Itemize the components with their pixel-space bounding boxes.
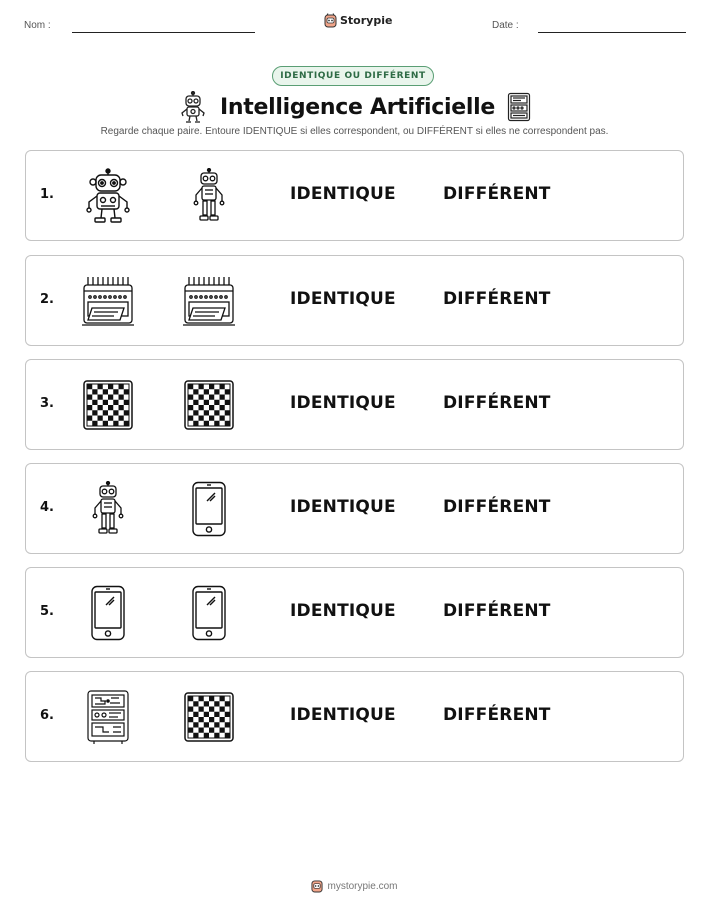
robot-large-icon bbox=[83, 168, 133, 224]
name-label: Nom : bbox=[24, 20, 51, 31]
robot-small-icon bbox=[190, 168, 228, 224]
date-label: Date : bbox=[492, 20, 519, 31]
footer bbox=[0, 879, 709, 893]
date-line[interactable] bbox=[538, 32, 686, 33]
left-image bbox=[79, 584, 137, 642]
robot-small-icon bbox=[89, 481, 127, 537]
chessboard-icon bbox=[83, 380, 133, 430]
option-identique[interactable]: IDENTIQUE bbox=[290, 705, 396, 725]
chessboard-icon bbox=[184, 380, 234, 430]
worksheet-type-badge: IDENTIQUE OU DIFFÉRENT bbox=[272, 66, 434, 86]
title-row bbox=[0, 90, 709, 124]
question-row-2 bbox=[25, 255, 684, 346]
left-image bbox=[79, 376, 137, 434]
option-identique[interactable]: IDENTIQUE bbox=[290, 289, 396, 309]
question-row-5 bbox=[25, 567, 684, 658]
question-number: 4. bbox=[40, 500, 54, 515]
circuit-panel-icon bbox=[86, 689, 130, 745]
computer-panel-icon bbox=[507, 92, 531, 122]
page-title: Intelligence Artificielle bbox=[220, 94, 495, 120]
name-line[interactable] bbox=[72, 32, 255, 33]
brand-logo bbox=[324, 13, 392, 28]
option-different[interactable]: DIFFÉRENT bbox=[443, 184, 551, 204]
left-image bbox=[79, 167, 137, 225]
smartphone-icon bbox=[191, 481, 227, 537]
question-row-6 bbox=[25, 671, 684, 762]
option-identique[interactable]: IDENTIQUE bbox=[290, 601, 396, 621]
option-different[interactable]: DIFFÉRENT bbox=[443, 705, 551, 725]
option-different[interactable]: DIFFÉRENT bbox=[443, 601, 551, 621]
smartphone-icon bbox=[90, 585, 126, 641]
right-image bbox=[180, 480, 238, 538]
footer-url[interactable]: mystorypie.com bbox=[327, 880, 398, 892]
option-identique[interactable]: IDENTIQUE bbox=[290, 184, 396, 204]
smartphone-icon bbox=[191, 585, 227, 641]
printer-icon bbox=[181, 274, 237, 328]
storypie-mascot-icon bbox=[311, 879, 323, 893]
printer-icon bbox=[80, 274, 136, 328]
question-number: 3. bbox=[40, 396, 54, 411]
option-different[interactable]: DIFFÉRENT bbox=[443, 497, 551, 517]
right-image bbox=[180, 272, 238, 330]
left-image bbox=[79, 480, 137, 538]
storypie-mascot-icon bbox=[324, 13, 337, 28]
option-identique[interactable]: IDENTIQUE bbox=[290, 393, 396, 413]
chessboard-icon bbox=[184, 692, 234, 742]
question-number: 1. bbox=[40, 187, 54, 202]
left-image bbox=[79, 688, 137, 746]
option-different[interactable]: DIFFÉRENT bbox=[443, 289, 551, 309]
right-image bbox=[180, 376, 238, 434]
option-different[interactable]: DIFFÉRENT bbox=[443, 393, 551, 413]
option-identique[interactable]: IDENTIQUE bbox=[290, 497, 396, 517]
question-number: 2. bbox=[40, 292, 54, 307]
question-row-1 bbox=[25, 150, 684, 241]
question-row-3 bbox=[25, 359, 684, 450]
question-row-4 bbox=[25, 463, 684, 554]
right-image bbox=[180, 167, 238, 225]
question-number: 6. bbox=[40, 708, 54, 723]
question-number: 5. bbox=[40, 604, 54, 619]
instructions: Regarde chaque paire. Entoure IDENTIQUE si elles correspondent, ou DIFFÉRENT si elles ne correspondent pas. bbox=[100, 126, 609, 137]
brand-name: Storypie bbox=[340, 14, 393, 27]
right-image bbox=[180, 688, 238, 746]
robot-icon bbox=[178, 91, 208, 123]
left-image bbox=[79, 272, 137, 330]
right-image bbox=[180, 584, 238, 642]
